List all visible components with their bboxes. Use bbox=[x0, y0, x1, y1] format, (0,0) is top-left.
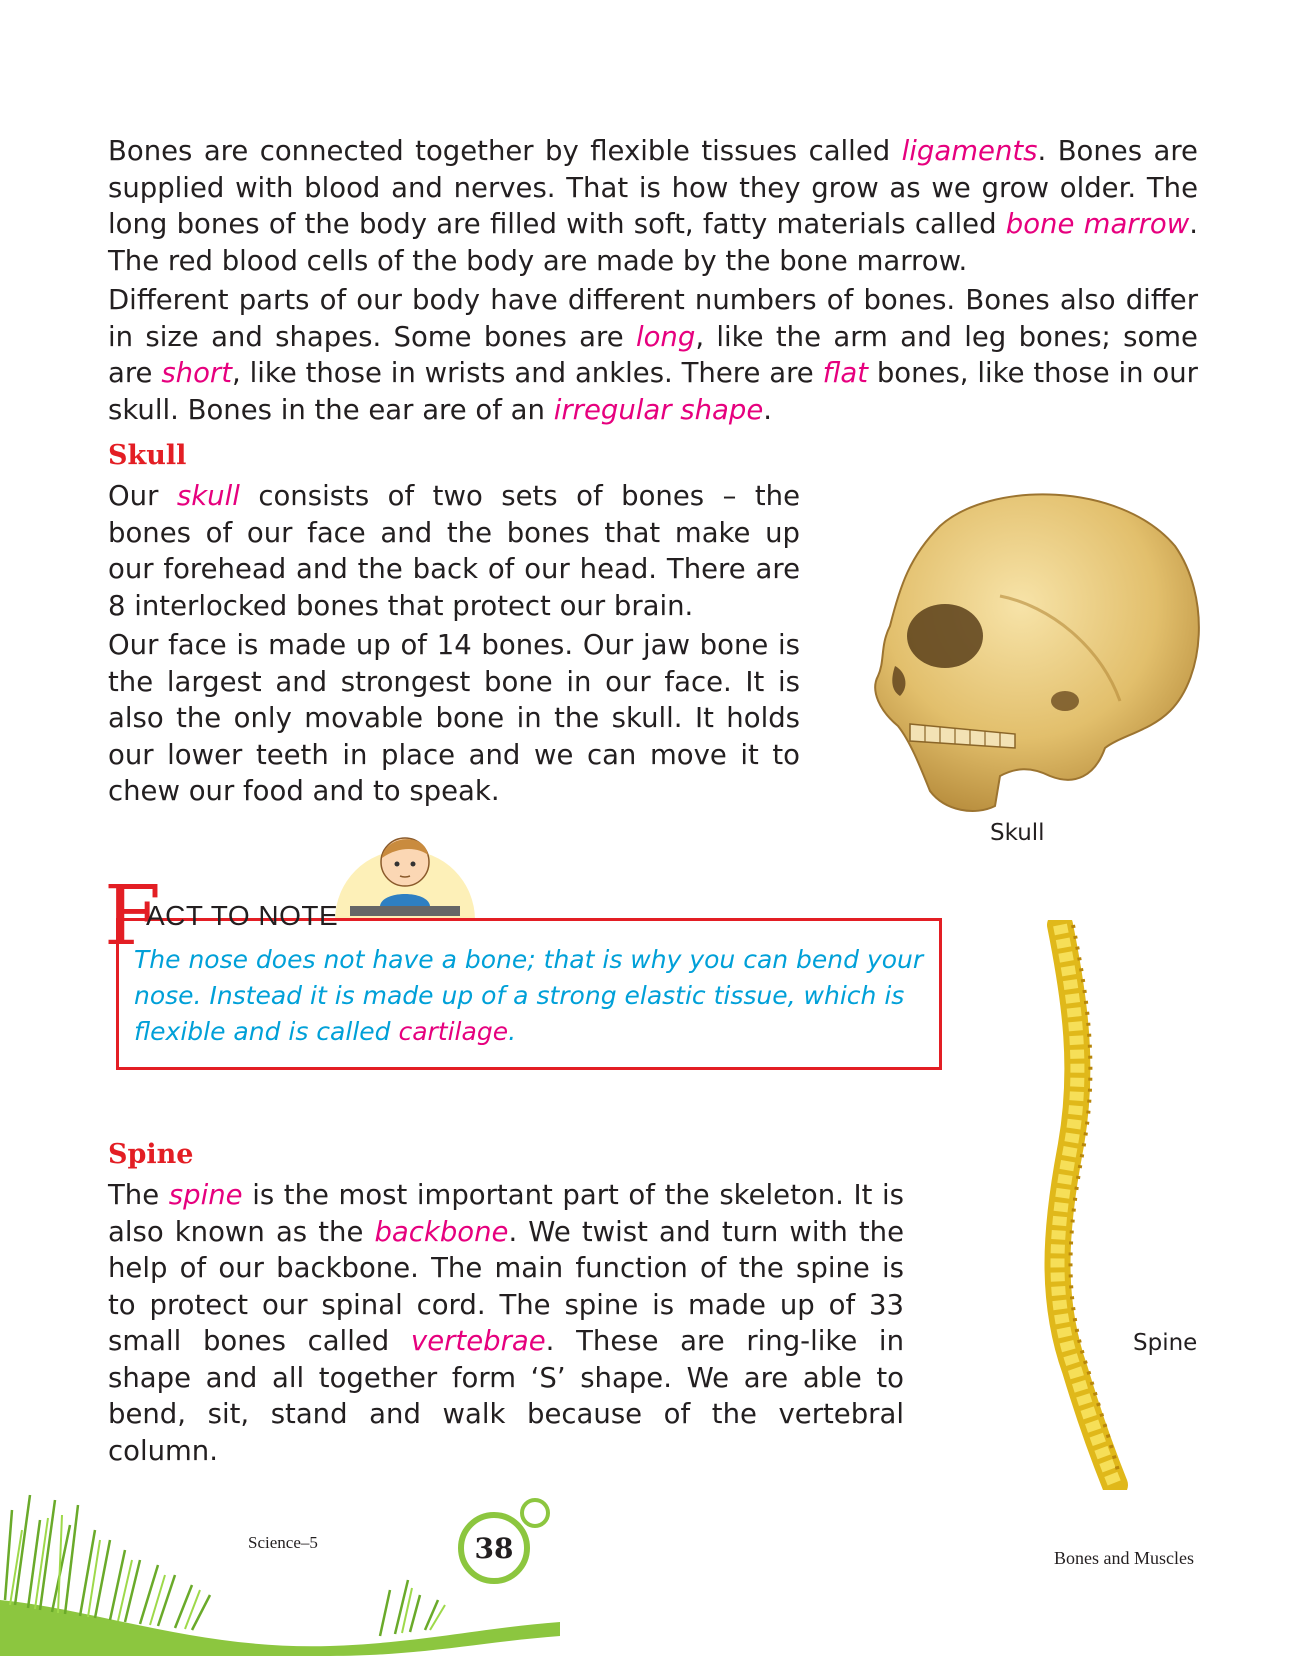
book-title: Science–5 bbox=[248, 1533, 318, 1552]
skull-paragraph-1: Our skull consists of two sets of bones – the bones of our face and the bones that make up our forehead and the back of our head. There are 8 interlocked bones that protect our brain. bbox=[108, 480, 800, 622]
skull-image bbox=[850, 486, 1210, 816]
skull-caption: Skull bbox=[990, 820, 1045, 846]
fact-title: ACT TO NOTE bbox=[146, 900, 339, 931]
spine-paragraph: The spine is the most important part of the skeleton. It is also known as the backbone. We twist and turn with the help of our backbone. The main function of the spine is to protect our spinal cord. The spine is made up of 33 small bones called vertebrae. These are ring-like in shape and all together form ‘S’ shape. We are able to bend, sit, stand and walk because of the vertebral column. bbox=[108, 1179, 905, 1467]
skull-heading: Skull bbox=[108, 440, 187, 471]
intro-paragraph: Bones are connected together by flexible tissues called ligaments. Bones are supplied with blood and nerves. That is how they grow as we grow older. The long bones of the body are filled with soft, fatty materials called bone marrow. The red blood cells of the body are made by the bone marrow. bbox=[108, 135, 1198, 277]
term-irregular-shape: irregular shape bbox=[553, 393, 764, 426]
term-short: short bbox=[161, 357, 232, 389]
skull-paragraph-2: Our face is made up of 14 bones. Our jaw bone is the largest and strongest bone in our face. It is also the only movable bone in the skull. It holds our lower teeth in place and we can move it to chew our food and to speak. bbox=[108, 629, 800, 807]
thinking-boy-icon bbox=[330, 820, 480, 920]
term-bone-marrow: bone marrow bbox=[1005, 208, 1190, 240]
term-cartilage: cartilage bbox=[398, 1017, 509, 1046]
term-skull: skull bbox=[176, 480, 240, 512]
spine-caption: Spine bbox=[1133, 1330, 1198, 1356]
term-long: long bbox=[635, 320, 696, 353]
spine-image bbox=[1015, 920, 1145, 1490]
fact-initial-letter: F bbox=[104, 869, 161, 964]
term-flat: flat bbox=[822, 357, 868, 389]
chapter-title: Bones and Muscles bbox=[1054, 1548, 1194, 1568]
term-spine: spine bbox=[168, 1179, 243, 1211]
spine-heading: Spine bbox=[108, 1139, 194, 1170]
term-vertebrae: vertebrae bbox=[410, 1325, 546, 1357]
term-ligaments: ligaments bbox=[901, 135, 1038, 167]
bone-types-paragraph: Different parts of our body have different numbers of bones. Bones also differ in size and shapes. Some bones are long, like the arm and leg bones; some are short, like those in wrists and ankles. There are flat bones, like those in our skull. Bones in the ear are of an irregular shape. bbox=[108, 284, 1198, 426]
term-backbone: backbone bbox=[374, 1215, 509, 1248]
page-number-bubble bbox=[520, 1498, 550, 1528]
page-number: 38 bbox=[458, 1512, 530, 1584]
fact-text: The nose does not have a bone; that is why you can bend your nose. Instead it is made up of a strong elastic tissue, which is flexible and is called cartilage. bbox=[134, 945, 924, 1046]
